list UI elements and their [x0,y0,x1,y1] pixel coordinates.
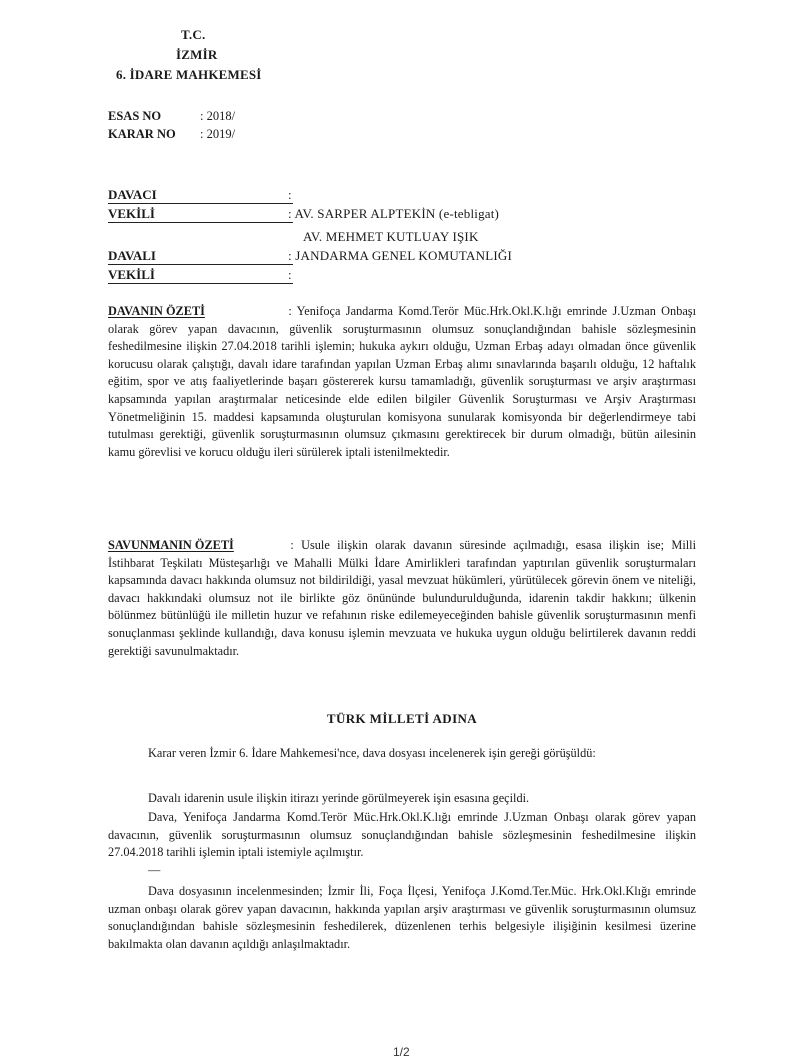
header-tc: T.C. [181,27,206,42]
party-vekili-1b [108,229,708,249]
header-court: 6. İDARE MAHKEMESİ [116,67,262,82]
vekili1-value: : AV. SARPER ALPTEKİN (e-tebligat) [288,206,500,221]
davali-underline [108,264,293,265]
vekili2-label: VEKİLİ [108,267,155,282]
davali-value: : JANDARMA GENEL KOMUTANLIĞI [288,248,512,263]
vekili1-underline [108,222,293,223]
vekili2-underline [108,283,293,284]
body-paragraph-2: Davalı idarenin usule ilişkin itirazı yerinde görülmeyerek işin esasına geçildi. [148,791,530,805]
page-number: 1/2 [393,1045,410,1059]
davanin-ozeti-paragraph [108,303,696,461]
vekili2-colon: : [288,267,292,282]
body-paragraph-1: Karar veren İzmir 6. İdare Mahkemesi'nce, dava dosyası incelenerek işin gereği görüşüldü: [148,746,596,760]
party-vekili-2 [108,267,708,287]
verdict-title: TÜRK MİLLETİ ADINA [326,711,478,726]
vekili1-label: VEKİLİ [108,206,155,221]
davaci-underline [108,203,293,204]
karar-no [108,127,408,142]
body-paragraph-4: Dava dosyasının incelenmesinden; İzmir İli, Foça İlçesi, Yenifoça J.Komd.Ter.Müc. Hrk.Okl.Klığı emrinde uzman onbaşı olarak görev yapan davacının, hakkında yapılan arşiv araştırması ve güvenlik soruşturmasının olumsuz sonuçlandığından bahisle sözleşmesinin feshedilerek, düzenlenen terhis belgesiyle ilişiğinin kesilmesi üzerine bakılmakta olan davanın açıldığı anlaşılmaktadır. [108,884,696,951]
esas-value: : 2018/ [200,109,236,123]
davaci-label: DAVACI [108,187,157,202]
party-vekili-1 [108,206,708,226]
party-davali [108,248,708,268]
esas-label: ESAS NO [108,109,162,123]
davanin-ozeti-text: : Yenifoça Jandarma Komd.Terör Müc.Hrk.Okl.K.lığı emrinde J.Uzman Onbaşı olarak görev yapan davacının, güvenlik soruşturmasının olumsuz sonuçlandığından bahisle sözleşmesinin feshedilmesine ilişkin 27.04.2018 tarihli işlemin; hukuka aykırı olduğu, Uzman Erbaş adayı olmadan önce güvenlik korucusu olarak çalıştığı, davalı idare tarafından yapılan Uzman Erbaş alımı sınavlarında başarılı olduğu, 12 haftalık eğitim, spor ve atış faaliyetlerinde başarı göstererek kursu tamamladığı, güvenlik soruşturması ve arşiv araştırması kapsamında yapılan araştırmalar neticesinde elde edilen bilgiler Güvenlik Soruşturması ve Arşiv Araştırması Yönetmeliğinin 15. maddesi kapsamında oluşturulan komisyona sunularak komisyonda bir değerlendirmeye tabi tutulması gerektiği, güvenlik soruşturmasının olumsuz çıkmasını gerektirecek bir durum olmadığı, bütün ailesinin kamu görevlisi ve korucu olduğu ileri sürülerek iptali istenilmektedir. [108,304,697,459]
davanin-ozeti-heading: DAVANIN ÖZETİ [108,304,205,318]
esas-no [108,109,408,124]
savunmanin-ozeti-text: : Usule ilişkin olarak davanın süresinde açılmadığı, esasa ilişkin ise; Milli İstihbarat Teşkilatı Müsteşarlığı ve Mahalli Mülki İdare Amirlikleri tarafından yaptırılan güvenlik soruşturmaları kapsamında davacı hakkında olumsuz not bildirildiği, yasal mevzuat hükümleri, yürütülecek görevin önem ve niteliği, davacı hakkındaki olumsuz not ile birlikte göz önününde bulundurulduğunda, idarenin takdir hakkını; ülkenin bölünmez bütünlüğü ile milletin huzur ve refahının riske edilemeyeceğinden bahisle güvenlik soruşturmasının menfi sonuçlanması şeklinde kullandığı, dava konusu işlemin mevzuata ve hukuka uygun olduğu belirtilerek davanın reddi gerektiği savunulmaktadır. [108,538,696,658]
header-city: İZMİR [176,47,218,62]
davali-label: DAVALI [108,248,156,263]
vekili1-value2: AV. MEHMET KUTLUAY IŞIK [303,229,479,244]
savunmanin-ozeti-paragraph [108,537,696,660]
body-dash: — [148,863,161,877]
savunmanin-ozeti-heading: SAVUNMANIN ÖZETİ [108,538,234,552]
karar-value: : 2019/ [200,127,236,141]
davaci-colon: : [288,187,292,202]
karar-label: KARAR NO [108,127,176,141]
body-paragraph-3: Dava, Yenifoça Jandarma Komd.Terör Müc.Hrk.Okl.K.lığı emrinde J.Uzman Onbaşı olarak görev yapan davacının, güvenlik soruşturmasının olumsuz sonuçlandığından bahisle sözleşmesinin feshedilmesine ilişkin 27.04.2018 tarihli işlemin iptali istemiyle açılmıştır. [108,810,696,860]
party-davaci [108,187,708,207]
